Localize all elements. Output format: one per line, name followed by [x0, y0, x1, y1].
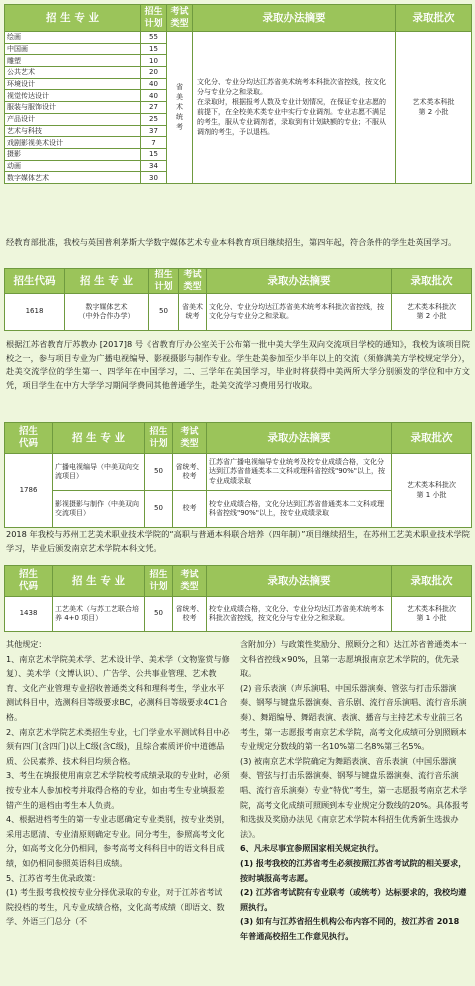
- header-major: 招 生 专 业: [53, 423, 145, 454]
- method-cell: 文化分、专业分均达江苏省美术统考本科批次省控线，按文化分与专业分之和录取。: [207, 294, 392, 331]
- notes-right-column: [240, 637, 470, 943]
- header-batch: 录取批次: [392, 423, 472, 454]
- admission-table-sino-us: [4, 422, 472, 528]
- header-batch: 录取批次: [392, 566, 472, 597]
- major-cell: 广播电视编导（中美双向交流项目）: [53, 454, 145, 491]
- header-exam-type: 考试 类型: [179, 269, 207, 294]
- note-line: 含附加分）与政策性奖励分、照顾分之和）达江苏省普通类本一文科省控线×90%，且第一志愿填报南京艺术学院的，优先录取。: [240, 639, 467, 679]
- major-cell: 服装与服饰设计: [5, 102, 141, 114]
- header-code: 招生代码: [5, 269, 65, 294]
- exam-type-cell: 省统考、校考: [173, 597, 207, 632]
- notes-left-column: [6, 637, 230, 929]
- code-cell: 1618: [5, 294, 65, 331]
- plan-cell: 34: [141, 160, 167, 172]
- exam-type-cell: 校考: [173, 491, 207, 528]
- header-exam-type: 考试 类型: [173, 566, 207, 597]
- note-line: (2) 江苏省考试院有专业联考（或统考）达标要求的，我校均遵照执行。: [240, 887, 467, 912]
- note-line: 其他规定：: [6, 639, 47, 649]
- note-line: 4、根据进档考生的第一专业志愿确定专业类别，按专业类别，采用志愿清、专业清原则确定专业。同分考生，参照高考文化分，如高考文化分仍相同，参考高考文科科目中的语文科目成绩，如仍相同参照英语科目成绩。: [6, 814, 230, 868]
- major-cell: 影视摄影与制作（中美双向交流项目）: [53, 491, 145, 528]
- method-cell: 江苏省广播电视编导专业统考及校专业成绩合格，文化分达到江苏省普通类本二文科或理科省控线"90%"以上，按专业成绩录取: [207, 454, 392, 491]
- note-line: 2、南京艺术学院艺术类招生专业，七门学业水平测试科目中必须有四门(含四门)以上C级(含C级)，且综合素质评价中道德品质、公民素养、技术科目均须合格。: [6, 726, 230, 766]
- major-cell: 动画: [5, 160, 141, 172]
- plan-cell: 50: [145, 597, 173, 632]
- plan-cell: 27: [141, 102, 167, 114]
- admission-table-sino-foreign: [4, 268, 472, 331]
- header-batch: 录取批次: [396, 5, 472, 32]
- plan-cell: 50: [145, 491, 173, 528]
- plan-cell: 40: [141, 78, 167, 90]
- header-plan: 招生 计划: [145, 423, 173, 454]
- note-line: 1、南京艺术学院美术学、艺术设计学、美术学（文物鉴赏与修复）、美术学（文博认识）、广告学、公共事业管理、艺术教育、文化产业管理专业招收普通类文科和理科考生，学业水平测试科目中，选测科目等级要求BC，必测科目等级要求4C1合格。: [6, 653, 230, 722]
- method-cell: 文化分、专业分均达江苏省美术统考本科批次省控线，按文化分与专业分之和录取。 在录取时，根据报考人数及专业计划情况，在保证专业志愿的前提下，在全校美术类专业中实行专业调剂。专业志愿不满足的考生，服从专业调剂者，录取到有计划缺额的专业；不服从调剂的考生，予以退档。: [193, 32, 396, 184]
- admission-table-main: [4, 4, 472, 184]
- method-cell: 校专业成绩合格，文化分达到江苏省普通类本二文科或理科省控线"90%"以上，按专业成绩录取: [207, 491, 392, 528]
- header-exam-type: 考试 类型: [173, 423, 207, 454]
- batch-cell: 艺术类本科批次 第 2 小批: [392, 294, 472, 331]
- batch-cell: 艺术类本科批 第 2 小批: [396, 32, 472, 184]
- exam-type-cell: 省美术统考: [167, 32, 193, 184]
- plan-cell: 15: [141, 148, 167, 160]
- major-cell: 摄影: [5, 148, 141, 160]
- major-cell: 艺术与科技: [5, 125, 141, 137]
- major-cell: 戏剧影视美术设计: [5, 137, 141, 149]
- plan-cell: 15: [141, 43, 167, 55]
- header-batch: 录取批次: [392, 269, 472, 294]
- plan-cell: 50: [145, 454, 173, 491]
- note-line: (1) 考生报考我校按专业分择优录取的专业，对于江苏省考试院投档的考生，凡专业成绩合格，文化高考成绩（即语文、数学、外语三门总分（不: [6, 887, 225, 927]
- plan-cell: 55: [141, 32, 167, 44]
- major-cell: 中国画: [5, 43, 141, 55]
- code-cell: 1786: [5, 454, 53, 528]
- major-cell: 公共艺术: [5, 67, 141, 79]
- note-line: 6、凡未尽事宜参照国家相关规定执行。: [240, 843, 384, 854]
- code-cell: 1438: [5, 597, 53, 632]
- batch-cell: 艺术类本科批次 第 1 小批: [392, 597, 472, 632]
- plan-cell: 40: [141, 90, 167, 102]
- header-major: 招 生 专 业: [5, 5, 141, 32]
- header-plan: 招生 计划: [145, 566, 173, 597]
- header-method: 录取办法摘要: [207, 566, 392, 597]
- plan-cell: 37: [141, 125, 167, 137]
- note-line: (1) 报考我校的江苏省考生必须按照江苏省考试院的相关要求，按时填报高考志愿。: [240, 857, 467, 883]
- note-line: (3) 被南京艺术学院确定为舞蹈表演、音乐表演（中国乐器演奏、管弦与打击乐器演奏、钢琴与键盘乐器演奏、流行音乐演唱、流行音乐演奏）专业“特优”考生，第一志愿报考南京艺术学院，高考文化成绩可照顾到本专业规定分数线的20%。具体报考和选拔及奖励办法见《南京艺术学院本科招生优秀新生选拔办法》。: [240, 755, 469, 839]
- plan-cell: 20: [141, 67, 167, 79]
- header-method: 录取办法摘要: [207, 269, 392, 294]
- paragraph-sino-uk: 经教育部批准，我校与英国普利茅斯大学数字媒体艺术专业本科教育项目继续招生，第四年起，符合条件的学生赴英国学习。: [6, 237, 457, 247]
- major-cell: 绘画: [5, 32, 141, 44]
- plan-cell: 10: [141, 55, 167, 67]
- major-cell: 视觉传达设计: [5, 90, 141, 102]
- header-plan: 招生 计划: [141, 5, 167, 32]
- major-cell: 产品设计: [5, 113, 141, 125]
- header-method: 录取办法摘要: [207, 423, 392, 454]
- note-line: (2) 音乐表演（声乐演唱、中国乐器演奏、管弦与打击乐器演奏、钢琴与键盘乐器演奏、音乐剧、流行音乐演唱、流行音乐演奏）、舞蹈编导、舞蹈表演、表演、播音与主持艺术专业前三名考生，第一志愿报考南京艺术学院，高考文化成绩可分别照顾本专业规定分数线的第一名10%第二名8%第三名5%。: [240, 682, 467, 752]
- major-cell: 数字媒体艺术: [5, 172, 141, 184]
- exam-type-cell: 省统考、校考: [173, 454, 207, 491]
- paragraph-sino-us: 根据江苏省教育厅苏教办 [2017]8 号《省教育厅办公室关于公布第一批中美大学生双向交流项目学校的通知》，我校为该项目院校之一，参与项目专业为广播电视编导、影视摄影与制作专业。学生赴美参加至少半年以上的交流（须修满美方学校规定学分），赴美交流学位的学生第一、四学年在中国学习，二、三学年在美国学习，毕业时将获得中美两所大学分别颁发的学位和中方文凭，项目学生在中方大学学习期间学费同其他普通学生，赴美交流学习费用另行收取。: [6, 339, 470, 390]
- header-major: 招 生 专 业: [53, 566, 145, 597]
- header-major: 招 生 专 业: [65, 269, 149, 294]
- plan-cell: 25: [141, 113, 167, 125]
- major-cell: 环境设计: [5, 78, 141, 90]
- plan-cell: 30: [141, 172, 167, 184]
- exam-type-cell: 省美术统考: [179, 294, 207, 331]
- note-line: 3、考生在填报使用南京艺术学院校考成绩录取的专业时，必须按专业本人参加校考并取得合格的专业，如由考生专业填报差错产生的退档由考生本人负责。: [6, 770, 230, 810]
- major-cell: 工艺美术（与苏工艺联合培养 4+0 项目）: [53, 597, 145, 632]
- header-method: 录取办法摘要: [193, 5, 396, 32]
- header-code: 招生 代码: [5, 566, 53, 597]
- admission-table-joint: [4, 565, 472, 632]
- header-code: 招生 代码: [5, 423, 53, 454]
- plan-cell: 7: [141, 137, 167, 149]
- header-plan: 招生 计划: [149, 269, 179, 294]
- note-line: (3) 如有与江苏省招生机构公布内容不同的，按江苏省 2018 年普通高校招生工作意见执行。: [240, 916, 460, 941]
- major-cell: 数字媒体艺术 （中外合作办学）: [65, 294, 149, 331]
- paragraph-joint-program: 2018 年我校与苏州工艺美术职业技术学院的“高职与普通本科联合培养（四年制）”项目继续招生，在苏州工艺美术职业技术学院学习，毕业后颁发南京艺术学院本科文凭。: [6, 529, 470, 553]
- method-cell: 校专业成绩合格，文化分、专业分均达江苏省美术统考本科批次省控线，按文化分与专业分之和录取。: [207, 597, 392, 632]
- header-exam-type: 考试 类型: [167, 5, 193, 32]
- batch-cell: 艺术类本科批次 第 1 小批: [392, 454, 472, 528]
- major-cell: 雕塑: [5, 55, 141, 67]
- note-line: 5、江苏省考生优录政策：: [6, 872, 101, 883]
- plan-cell: 50: [149, 294, 179, 331]
